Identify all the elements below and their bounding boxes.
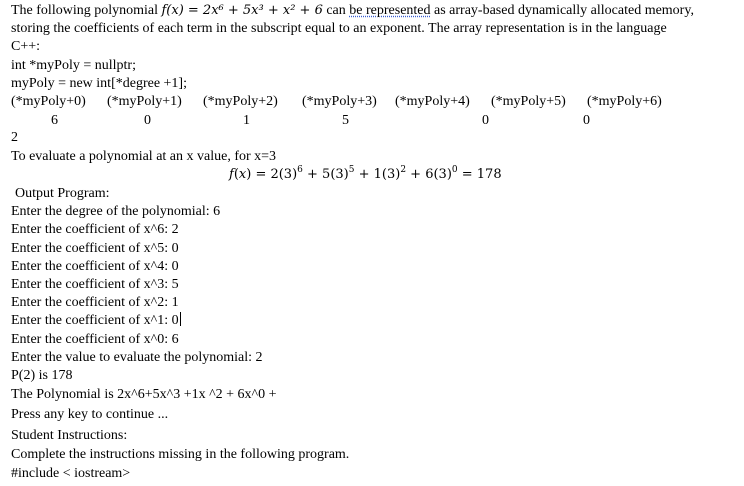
intro-text: The following polynomial	[11, 3, 162, 18]
output-line: Enter the value to evaluate the polynomial: 2	[11, 350, 263, 365]
output-line: Enter the degree of the polynomial: 6	[11, 204, 221, 219]
output-line: Press any key to continue ...	[11, 407, 169, 422]
code-decl-2: myPoly = new int[*degree +1];	[11, 76, 187, 91]
grammar-flagged-text[interactable]: be represented	[349, 3, 431, 18]
output-line: Enter the coefficient of x^0: 6	[11, 332, 179, 347]
code-decl-1: int *myPoly = nullptr;	[11, 58, 136, 73]
array-header: (*myPoly+1)	[107, 94, 182, 109]
output-line: Enter the coefficient of x^6: 2	[11, 222, 179, 237]
evaluate-equation: $f(x) = 2(3)^6 + 5(3)^5 + 1(3)^2 + 6(3)^0 = 178$	[229, 165, 502, 182]
output-line: Enter the coefficient of x^3: 5	[11, 277, 179, 292]
array-value: 0	[583, 113, 590, 128]
stray-value: 2	[11, 130, 18, 145]
output-line-with-cursor[interactable]	[11, 312, 181, 329]
include-line: #include < iostream>	[11, 466, 131, 481]
array-value: 0	[144, 113, 151, 128]
output-line: Enter the coefficient of x^5: 0	[11, 241, 179, 256]
intro-text-mid: can	[322, 3, 350, 18]
array-header: (*myPoly+6)	[587, 94, 662, 109]
array-value: 6	[51, 113, 58, 128]
output-title: Output Program:	[15, 186, 110, 201]
instructions-title: Student Instructions:	[11, 428, 128, 443]
array-header: (*myPoly+3)	[302, 94, 377, 109]
array-value: 1	[243, 113, 250, 128]
array-header: (*myPoly+0)	[11, 94, 86, 109]
array-value: 5	[342, 113, 349, 128]
intro-text-end: as array-based dynamically allocated memory,	[430, 3, 694, 18]
array-header: (*myPoly+5)	[491, 94, 566, 109]
text-cursor	[180, 312, 181, 326]
intro-line-1	[11, 2, 694, 19]
array-header: (*myPoly+2)	[203, 94, 278, 109]
intro-line-2: storing the coefficients of each term in the subscript equal to an exponent. The array representation is in the language	[11, 21, 667, 36]
output-line: Enter the coefficient of x^1: 0	[11, 313, 179, 328]
instructions-line: Complete the instructions missing in the following program.	[11, 447, 350, 462]
intro-line-3: C++:	[11, 39, 41, 54]
output-line: Enter the coefficient of x^4: 0	[11, 259, 179, 274]
array-value: 0	[482, 113, 489, 128]
array-header: (*myPoly+4)	[395, 94, 470, 109]
evaluate-text: To evaluate a polynomial at an x value, for x=3	[11, 149, 277, 164]
output-line: P(2) is 178	[11, 368, 73, 383]
output-line: Enter the coefficient of x^2: 1	[11, 295, 179, 310]
output-line: The Polynomial is 2x^6+5x^3 +1x ^2 + 6x^0 +	[11, 387, 277, 402]
polynomial-formula: f(x) = 2x⁶ + 5x³ + x² + 6	[161, 3, 323, 18]
